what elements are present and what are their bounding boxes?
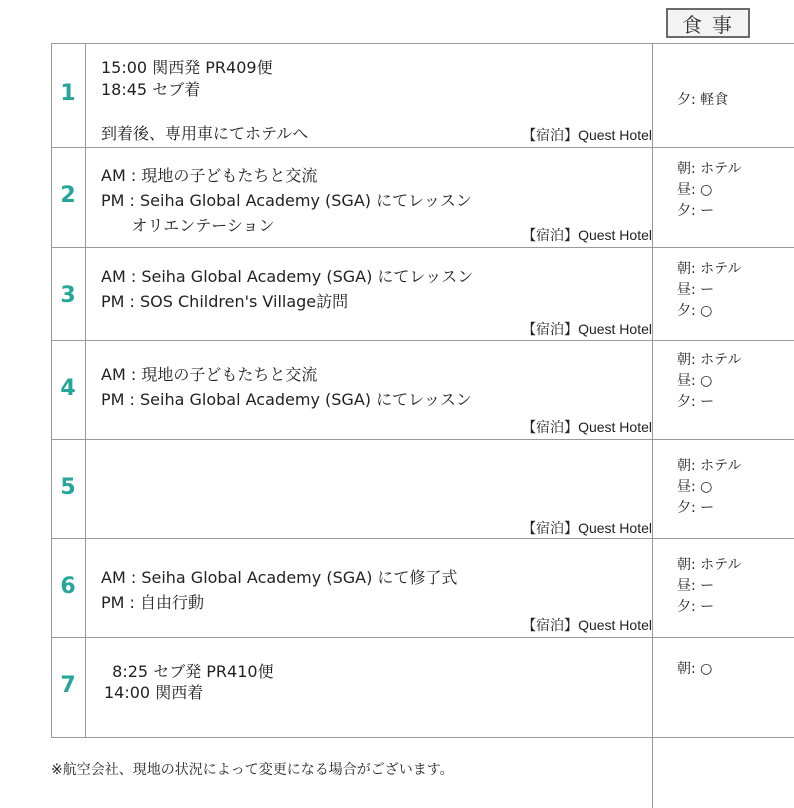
day-number: 3 (60, 283, 76, 308)
meal-line: 昼: ○ (677, 182, 713, 198)
lodging-label: 【宿泊】Quest Hotel (522, 617, 652, 634)
lodging-label: 【宿泊】Quest Hotel (522, 321, 652, 338)
activity-line: 8:25 セブ発 PR410便 (102, 662, 274, 681)
day-row-4 (51, 340, 794, 439)
lodging-label: 【宿泊】Quest Hotel (522, 127, 652, 144)
day-row-7 (51, 637, 794, 737)
day-row-6 (51, 538, 794, 637)
activity-line: PM : 自由行動 (101, 593, 205, 612)
activity-line: 15:00 関西発 PR409便 (101, 58, 273, 77)
day-row-2 (51, 147, 794, 247)
activity-line: オリエンテーション (101, 216, 275, 235)
lodging-label: 【宿泊】Quest Hotel (522, 419, 652, 436)
meal-line: 夕: ー (677, 500, 715, 516)
hotel-name: Quest Hotel (578, 520, 652, 536)
activity-line: AM : Seiha Global Academy (SGA) にてレッスン (101, 267, 474, 286)
meal-line: 朝: ホテル (677, 161, 742, 177)
day-number: 2 (60, 183, 76, 208)
meal-line: 朝: ホテル (677, 261, 742, 277)
meal-line: 夕: ー (677, 203, 715, 219)
itinerary-table (51, 43, 794, 808)
meal-line: 昼: ー (677, 578, 715, 594)
day-number: 4 (60, 376, 76, 401)
activity-line: AM : 現地の子どもたちと交流 (101, 166, 318, 185)
activity-line: AM : 現地の子どもたちと交流 (101, 365, 318, 384)
meal-line: 夕: ー (677, 394, 715, 410)
meal-line: 昼: ○ (677, 479, 713, 495)
meal-line: 昼: ○ (677, 373, 713, 389)
day-row-3 (51, 247, 794, 340)
lodging-label: 【宿泊】Quest Hotel (522, 227, 652, 244)
meal-line: 朝: ○ (677, 661, 713, 677)
meal-line: 夕: 軽食 (677, 92, 729, 108)
meal-line: 夕: ○ (677, 303, 713, 319)
hotel-name: Quest Hotel (578, 419, 652, 435)
day-row-5 (51, 439, 794, 538)
footnote: ※航空会社、現地の状況によって変更になる場合がございます。 (51, 762, 454, 778)
meal-line: 朝: ホテル (677, 557, 742, 573)
activity-line: 到着後、専用車にてホテルへ (101, 124, 309, 143)
activity-line: 14:00 関西着 (104, 683, 204, 702)
day-number: 7 (60, 673, 76, 698)
meal-line: 昼: ー (677, 282, 715, 298)
day-row-1 (51, 43, 794, 147)
hotel-name: Quest Hotel (578, 321, 652, 337)
meal-line: 朝: ホテル (677, 458, 742, 474)
day-number: 1 (60, 81, 76, 106)
activity-line: 18:45 セブ着 (101, 80, 201, 99)
meal-line: 朝: ホテル (677, 352, 742, 368)
day-number: 5 (60, 475, 76, 500)
day-number: 6 (60, 574, 76, 599)
meal-column-header: 食事 (666, 8, 750, 38)
lodging-label: 【宿泊】Quest Hotel (522, 520, 652, 537)
activity-line: PM : Seiha Global Academy (SGA) にてレッスン (101, 390, 472, 409)
hotel-name: Quest Hotel (578, 617, 652, 633)
hotel-name: Quest Hotel (578, 227, 652, 243)
meal-line: 夕: ー (677, 599, 715, 615)
activity-line: PM : Seiha Global Academy (SGA) にてレッスン (101, 191, 472, 210)
activity-line: AM : Seiha Global Academy (SGA) にて修了式 (101, 568, 458, 587)
table-bottom-border (51, 737, 794, 738)
activity-line: PM : SOS Children's Village訪問 (101, 292, 349, 311)
hotel-name: Quest Hotel (578, 127, 652, 143)
